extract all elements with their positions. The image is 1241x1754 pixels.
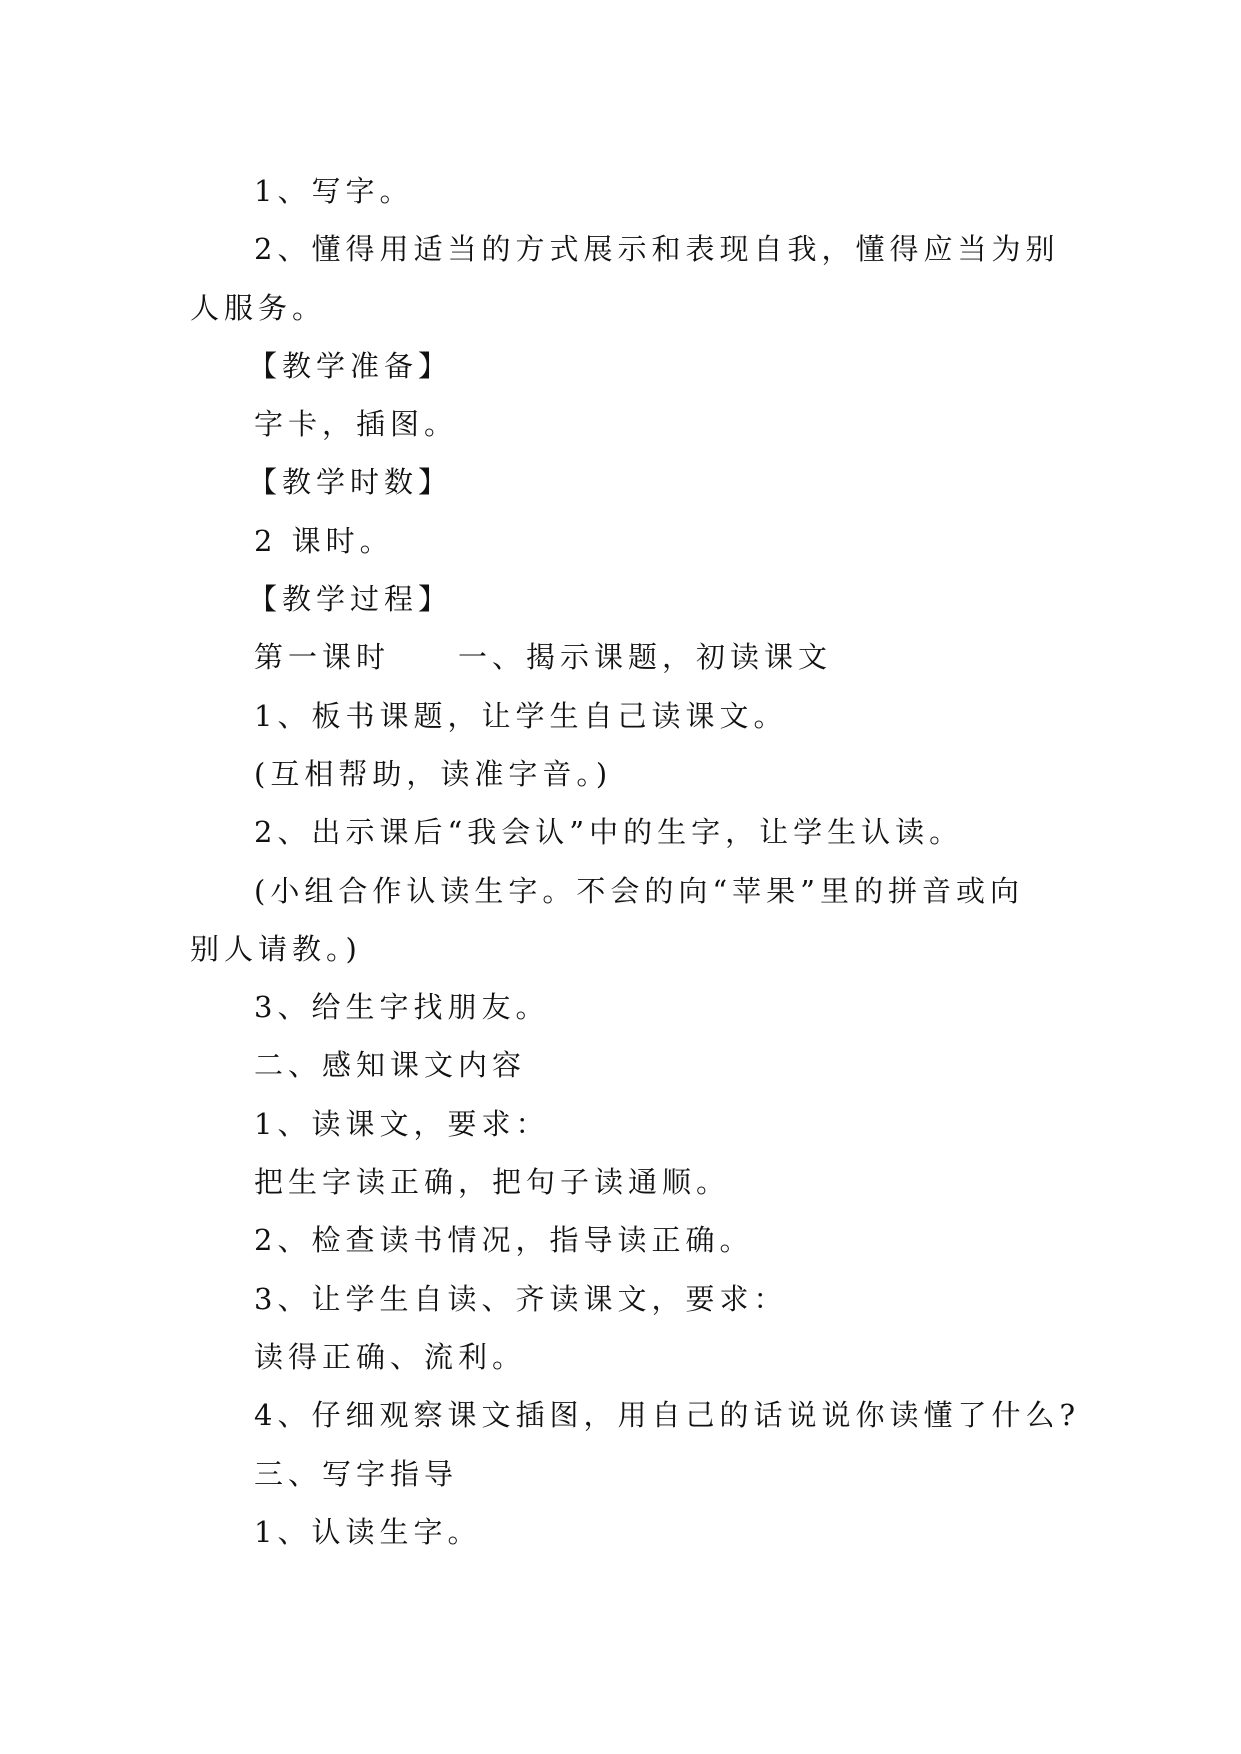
section-heading: 【教学过程】	[248, 582, 453, 617]
text-line: 2、出示课后“我会认”中的生字，让学生认读。	[254, 815, 964, 850]
text-line: 第一课时 一、揭示课题，初读课文	[254, 640, 833, 675]
text-line: 2、检查读书情况，指导读正确。	[254, 1223, 754, 1258]
text-line: 三、写字指导	[254, 1456, 459, 1491]
text-line: 字卡，插图。	[254, 407, 459, 442]
section-heading: 【教学准备】	[248, 348, 453, 383]
text-line: 别人请教。)	[190, 931, 362, 966]
text-line: 1、读课文，要求：	[254, 1106, 550, 1141]
text-line: 把生字读正确，把句子读通顺。	[254, 1165, 731, 1200]
text-line: 1、板书课题，让学生自己读课文。	[254, 698, 788, 733]
text-line: 二、感知课文内容	[254, 1048, 527, 1083]
text-line: 2 课时。	[254, 523, 394, 558]
text-line: 3、让学生自读、齐读课文，要求：	[254, 1281, 788, 1316]
text-line: 3、给生字找朋友。	[254, 990, 550, 1025]
text-line: 1、认读生字。	[254, 1514, 482, 1549]
text-line: 1、写字。	[254, 174, 414, 208]
text-line: (小组合作认读生字。不会的向“苹果”里的拼音或向	[254, 873, 1024, 908]
text-line: (互相帮助，读准字音。)	[254, 756, 613, 791]
text-line: 读得正确、流利。	[254, 1339, 527, 1374]
section-heading: 【教学时数】	[248, 465, 453, 500]
text-line: 人服务。	[190, 290, 327, 325]
text-line: 4、仔细观察课文插图，用自己的话说说你读懂了什么?	[254, 1398, 1080, 1433]
document-body	[190, 162, 1080, 1561]
text-line: 2、懂得用适当的方式展示和表现自我，懂得应当为别	[254, 232, 1060, 267]
